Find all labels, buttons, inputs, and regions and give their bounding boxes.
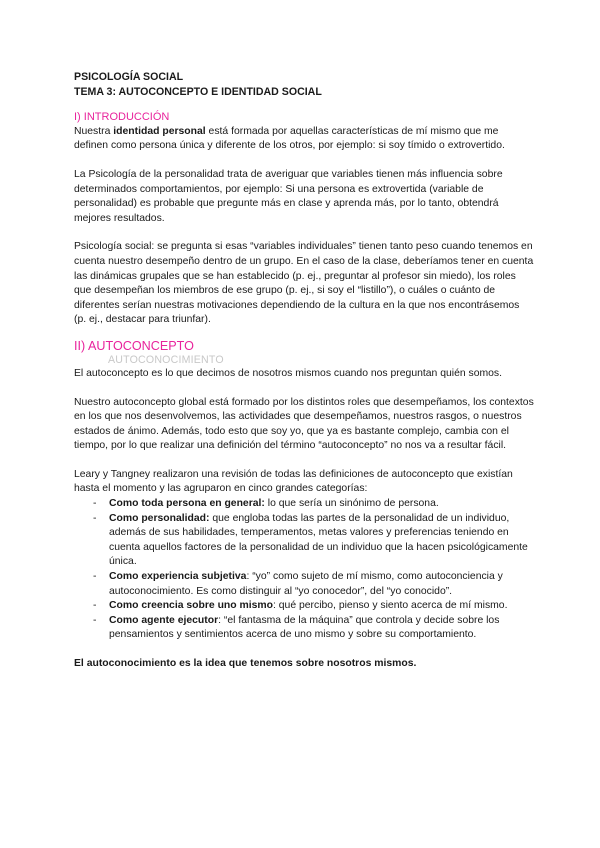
list-item <box>74 599 534 614</box>
bullet-dash: - <box>93 614 97 626</box>
bullet-dash: - <box>93 512 97 524</box>
autoconcepto-paragraph-3: Leary y Tangney realizaron una revisión de todas las definiciones de autoconcepto que existían hasta el momento y las agruparon en cinco grandes categorías: <box>74 468 513 495</box>
autoconcepto-paragraph-2: Nuestro autoconcepto global está formado por los distintos roles que desempeñamos, los contextos en los que nos desenvolvemos, las actividades que desempeñamos, nuestros rasgos, o nuestros estados de ánimo. Además, todo esto que soy yo, que ya es bastante complejo, cambia con el tiempo, por lo que realizar una definición del término “autoconcepto” no nos va a resultar fácil. <box>74 396 534 452</box>
category-term: Como experiencia subjetiva <box>109 571 247 583</box>
bullet-dash: - <box>93 498 97 510</box>
document-body <box>74 70 534 672</box>
intro-paragraph-3: Psicología social: se pregunta si esas “variables individuales” tienen tanto peso cuando tenemos en cuenta nuestro desempeño dentro de un grupo. En el caso de la clase, deberíamos tener en cuenta las dinámicas grupales que se han establecido (p. ej., preguntar al profesor sin miedo), los roles que desempeñan los miembros de ese grupo (p. ej., si soy el “listillo”), o cuáles o cuánto de diferentes serían nuestras motivaciones dependiendo de la cultura en la que nos encontrásemos (p. ej., destacar para triunfar). <box>74 241 534 326</box>
intro-p1-post: está formada por aquellas características de mí mismo que me definen como persona única y diferente de los otros, por ejemplo: si soy tímido o extrovertido. <box>74 125 505 152</box>
list-item <box>74 614 534 643</box>
list-item <box>74 512 534 570</box>
category-term: Como toda persona en general: <box>109 498 265 510</box>
intro-p1-pre: Nuestra <box>74 125 114 137</box>
categories-list <box>74 497 534 643</box>
intro-paragraph-1 <box>74 125 534 154</box>
category-term: Como creencia sobre uno mismo <box>109 600 273 612</box>
intro-paragraph-2: La Psicología de la personalidad trata de averiguar que variables tienen más influencia sobre determinados comportamientos, por ejemplo: Si una persona es extrovertida (variable de personalidad) es probable que pregunte más en clase y aprenda más, por lo tanto, obtendrá mejores resultados. <box>74 168 503 224</box>
intro-p1-bold: identidad personal <box>113 125 206 137</box>
section-heading-autoconcepto: II) AUTOCONCEPTO <box>74 338 194 353</box>
autoconcepto-paragraph-1: El autoconcepto es lo que decimos de nosotros mismos cuando nos preguntan quién somos. <box>74 367 503 379</box>
category-term: Como agente ejecutor <box>109 614 219 626</box>
bullet-dash: - <box>93 571 97 583</box>
bullet-dash: - <box>93 600 97 612</box>
category-text: que engloba todas las partes de la personalidad de un individuo, además de sus habilidades, temperamentos, metas valores y preferencias teniendo en cuenta aquellos factores de la personalidad de un individuo que la hacen psicológicamente única. <box>109 512 528 568</box>
subheading-autoconocimiento: AUTOCONOCIMIENTO <box>108 353 224 366</box>
category-text: lo que sería un sinónimo de persona. <box>264 498 439 510</box>
category-term: Como personalidad: <box>109 512 210 524</box>
category-text: : “el fantasma de la máquina” que controla y decide sobre los pensamientos y sentimientos acerca de uno mismo y sobre su comportamiento. <box>109 614 500 641</box>
list-item <box>74 570 534 599</box>
category-text: : qué percibo, pienso y siento acerca de mí mismo. <box>272 600 508 612</box>
category-text: : “yo” como sujeto de mí mismo, como autoconciencia y autoconocimiento. Es como distinguir al “yo conocedor”, del “yo conocido”. <box>109 571 503 597</box>
section-heading-introduccion: I) INTRODUCCIÓN <box>74 111 170 124</box>
topic-title: TEMA 3: AUTOCONCEPTO E IDENTIDAD SOCIAL <box>74 85 322 98</box>
conclusion-statement: El autoconocimiento es la idea que tenemos sobre nosotros mismos. <box>74 658 417 669</box>
list-item <box>74 497 534 512</box>
course-title: PSICOLOGÍA SOCIAL <box>74 71 184 83</box>
